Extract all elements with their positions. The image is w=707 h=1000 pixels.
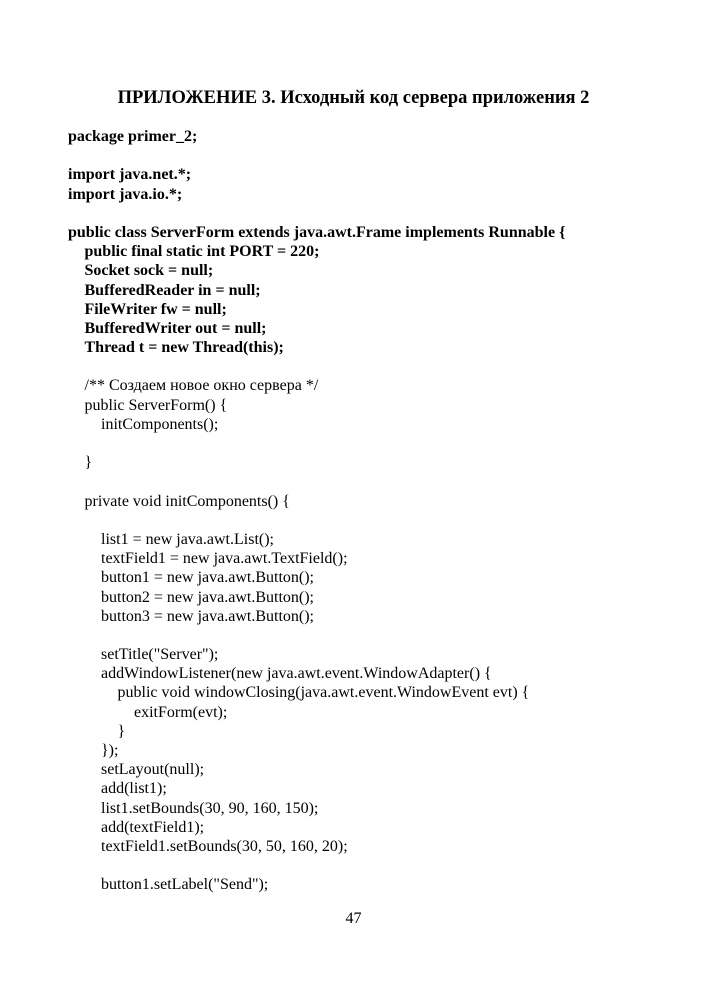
code-line: public class ServerForm extends java.awt.Frame implements Runnable { [68,223,566,241]
page-number: 47 [345,910,362,927]
code-line: setLayout(null); [101,761,205,779]
code-line: public void windowClosing(java.awt.event.WindowEvent evt) { [117,684,530,702]
blank-code-line [68,204,688,223]
code-line: list1 = new java.awt.List(); [101,530,274,548]
code-line: public ServerForm() { [84,396,228,414]
code-line: textField1 = new java.awt.TextField(); [101,550,348,568]
blank-code-line [68,146,688,165]
blank-code-line [68,626,688,645]
code-line: exitForm(evt); [134,703,228,721]
code-line: add(textField1); [101,818,205,836]
code-line: Socket sock = null; [84,262,214,280]
blank-code-line [68,856,688,875]
code-line: button1.setLabel("Send"); [101,876,269,894]
code-line: public final static int PORT = 220; [84,243,320,261]
code-line: } [117,722,126,740]
code-line: button2 = new java.awt.Button(); [101,588,314,606]
code-line: initComponents(); [101,415,219,433]
code-line: /** Создаем новое окно сервера */ [84,377,319,395]
code-line: FileWriter fw = null; [84,300,227,318]
code-line: BufferedWriter out = null; [84,319,267,337]
code-line: button1 = new java.awt.Button(); [101,569,314,587]
code-line: private void initComponents() { [84,492,290,510]
code-line: textField1.setBounds(30, 50, 160, 20); [101,837,348,855]
code-line: import java.net.*; [68,166,192,184]
code-line: addWindowListener(new java.awt.event.WindowAdapter() { [101,665,492,683]
blank-code-line [68,357,688,376]
page-title: ПРИЛОЖЕНИЕ 3. Исходный код сервера приложения 2 [117,88,590,108]
code-line: import java.io.*; [68,185,183,203]
blank-code-line [68,434,688,453]
code-line: } [84,454,93,472]
blank-code-line [68,472,688,491]
code-line: button3 = new java.awt.Button(); [101,607,314,625]
code-line: Thread t = new Thread(this); [84,339,284,357]
code-line: add(list1); [101,780,167,798]
code-line: }); [101,742,119,759]
code-line: BufferedReader in = null; [84,281,261,299]
source-code-listing [68,127,688,895]
code-line: list1.setBounds(30, 90, 160, 150); [101,799,319,817]
blank-code-line [68,511,688,530]
code-line: setTitle("Server"); [101,646,219,664]
code-line: package primer_2; [68,128,198,145]
